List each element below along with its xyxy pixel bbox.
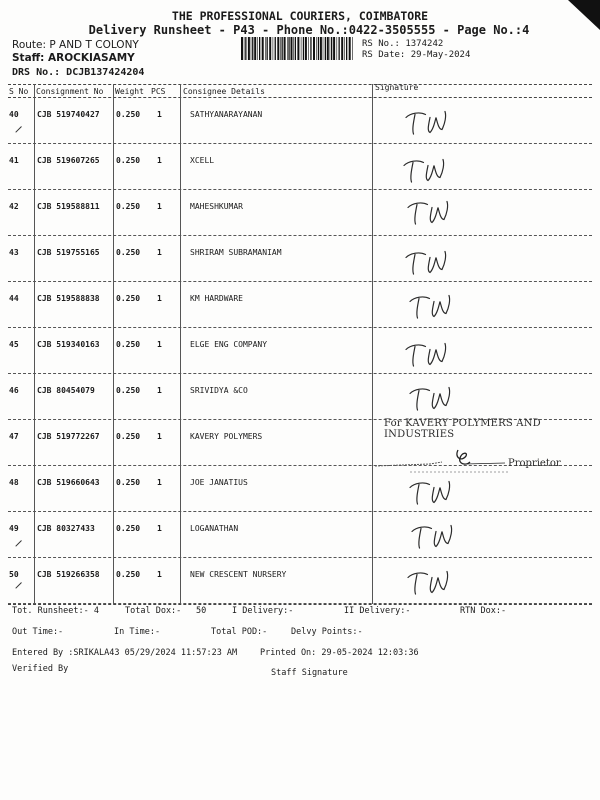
rs-number: RS No.: 1374242 bbox=[362, 39, 444, 49]
row-consignee: LOGANATHAN bbox=[190, 524, 239, 533]
row-sno: 47 bbox=[9, 432, 19, 441]
total-pod: Total POD:- bbox=[211, 627, 268, 637]
printed-on: Printed On: 29-05-2024 12:03:36 bbox=[260, 648, 419, 658]
col-header-consignment: Consignment No bbox=[36, 87, 104, 96]
row-weight: 0.250 bbox=[116, 432, 141, 441]
row-weight: 0.250 bbox=[116, 386, 141, 395]
table-row bbox=[0, 190, 600, 236]
row-weight: 0.250 bbox=[116, 524, 141, 533]
row-sno: 43 bbox=[9, 248, 19, 257]
handwritten-signature bbox=[402, 566, 450, 598]
tot-runsheet: Tot. Runsheet:- 4 bbox=[12, 606, 99, 616]
row-sno: 40 bbox=[9, 110, 19, 119]
row-consignee: JOE JANATIUS bbox=[190, 478, 248, 487]
rtn-dox: RTN Dox:- bbox=[460, 606, 507, 616]
row-sno: 49 bbox=[9, 524, 19, 533]
table-row bbox=[0, 328, 600, 374]
row-consignment-no: CJB 519588838 bbox=[37, 294, 100, 303]
col-header-consignee: Consignee Details bbox=[183, 87, 265, 96]
ii-delivery: II Delivery:- bbox=[344, 606, 411, 616]
handwritten-signature bbox=[400, 338, 448, 370]
i-delivery: I Delivery:- bbox=[232, 606, 294, 616]
row-weight: 0.250 bbox=[116, 294, 141, 303]
row-pcs: 1 bbox=[157, 432, 162, 441]
table-row bbox=[0, 98, 600, 144]
row-pcs: 1 bbox=[157, 524, 162, 533]
handwritten-signature bbox=[406, 520, 454, 552]
row-sno: 44 bbox=[9, 294, 19, 303]
row-pcs: 1 bbox=[157, 248, 162, 257]
staff-label: Staff: AROCKIASAMY bbox=[12, 52, 135, 64]
company-title: THE PROFESSIONAL COURIERS, COIMBATORE bbox=[171, 9, 429, 23]
row-pcs: 1 bbox=[157, 202, 162, 211]
row-consignment-no: CJB 519740427 bbox=[37, 110, 100, 119]
pen-tick-mark bbox=[14, 538, 24, 548]
header-top-rule bbox=[8, 84, 592, 85]
row-pcs: 1 bbox=[157, 156, 162, 165]
row-consignee: XCELL bbox=[190, 156, 215, 165]
col-header-sno: S No bbox=[9, 87, 29, 96]
pen-tick-mark bbox=[14, 124, 24, 134]
table-row bbox=[0, 512, 600, 558]
row-sno: 42 bbox=[9, 202, 19, 211]
row-pcs: 1 bbox=[157, 570, 162, 579]
in-time: In Time:- bbox=[114, 627, 161, 637]
row-consignment-no: CJB 519660643 bbox=[37, 478, 100, 487]
table-row bbox=[0, 236, 600, 282]
row-weight: 0.250 bbox=[116, 248, 141, 257]
table-row bbox=[0, 558, 600, 604]
barcode bbox=[241, 37, 354, 60]
delvy-points: Delvy Points:- bbox=[291, 627, 363, 637]
stamp-proprietor: Proprietor bbox=[508, 458, 561, 469]
rs-date: RS Date: 29-May-2024 bbox=[362, 50, 471, 60]
company-stamp: For KAVERY POLYMERS AND INDUSTRIES bbox=[384, 418, 541, 440]
row-pcs: 1 bbox=[157, 340, 162, 349]
row-pcs: 1 bbox=[157, 294, 162, 303]
row-consignee: SRIVIDYA &CO bbox=[190, 386, 248, 395]
row-weight: 0.250 bbox=[116, 202, 141, 211]
row-sno: 41 bbox=[9, 156, 19, 165]
row-sno: 50 bbox=[9, 570, 19, 579]
row-consignee: KM HARDWARE bbox=[190, 294, 243, 303]
verified-by: Verified By bbox=[12, 664, 69, 674]
out-time: Out Time:- bbox=[12, 627, 64, 637]
row-weight: 0.250 bbox=[116, 110, 141, 119]
stamp-signature bbox=[370, 440, 510, 480]
col-header-pcs: PCS bbox=[151, 87, 166, 96]
table-row bbox=[0, 374, 600, 420]
handwritten-signature bbox=[400, 246, 448, 278]
total-dox-value: 50 bbox=[196, 606, 207, 616]
col-header-signature: Signature bbox=[375, 83, 419, 92]
pen-tick-mark bbox=[14, 580, 24, 590]
row-pcs: 1 bbox=[157, 110, 162, 119]
row-pcs: 1 bbox=[157, 478, 162, 487]
row-consignment-no: CJB 80454079 bbox=[37, 386, 95, 395]
route-label: Route: P AND T COLONY bbox=[12, 39, 139, 51]
row-sno: 45 bbox=[9, 340, 19, 349]
row-weight: 0.250 bbox=[116, 156, 141, 165]
row-consignee: SHRIRAM SUBRAMANIAM bbox=[190, 248, 282, 257]
handwritten-signature bbox=[404, 290, 452, 322]
handwritten-signature bbox=[402, 196, 450, 228]
entered-by: Entered By :SRIKALA43 05/29/2024 11:57:23 AM bbox=[12, 648, 238, 658]
row-consignee: SATHYANARAYANAN bbox=[190, 110, 263, 119]
col-header-weight: Weight bbox=[115, 87, 144, 96]
row-sno: 48 bbox=[9, 478, 19, 487]
handwritten-signature bbox=[404, 382, 452, 414]
row-consignment-no: CJB 519607265 bbox=[37, 156, 100, 165]
row-consignee: KAVERY POLYMERS bbox=[190, 432, 263, 441]
table-row bbox=[0, 282, 600, 328]
row-weight: 0.250 bbox=[116, 478, 141, 487]
row-weight: 0.250 bbox=[116, 340, 141, 349]
row-consignment-no: CJB 80327433 bbox=[37, 524, 95, 533]
table-row bbox=[0, 144, 600, 190]
row-weight: 0.250 bbox=[116, 570, 141, 579]
row-consignment-no: CJB 519588811 bbox=[37, 202, 100, 211]
row-consignment-no: CJB 519340163 bbox=[37, 340, 100, 349]
row-sno: 46 bbox=[9, 386, 19, 395]
handwritten-signature bbox=[404, 476, 452, 508]
row-pcs: 1 bbox=[157, 386, 162, 395]
table-bottom-rule bbox=[8, 604, 592, 605]
staff-signature: Staff Signature bbox=[271, 668, 348, 678]
runsheet-subtitle: Delivery Runsheet - P43 - Phone No.:0422-3505555 - Page No.:4 bbox=[88, 23, 530, 37]
handwritten-signature bbox=[398, 154, 446, 186]
row-consignment-no: CJB 519772267 bbox=[37, 432, 100, 441]
drs-number: DRS No.: DCJB137424204 bbox=[12, 67, 145, 78]
row-consignment-no: CJB 519755165 bbox=[37, 248, 100, 257]
row-consignee: MAHESHKUMAR bbox=[190, 202, 243, 211]
row-consignee: NEW CRESCENT NURSERY bbox=[190, 570, 287, 579]
handwritten-signature bbox=[400, 106, 448, 138]
total-dox-label: Total Dox:- bbox=[125, 606, 182, 616]
row-consignment-no: CJB 519266358 bbox=[37, 570, 100, 579]
row-consignee: ELGE ENG COMPANY bbox=[190, 340, 268, 349]
table-row bbox=[0, 466, 600, 512]
